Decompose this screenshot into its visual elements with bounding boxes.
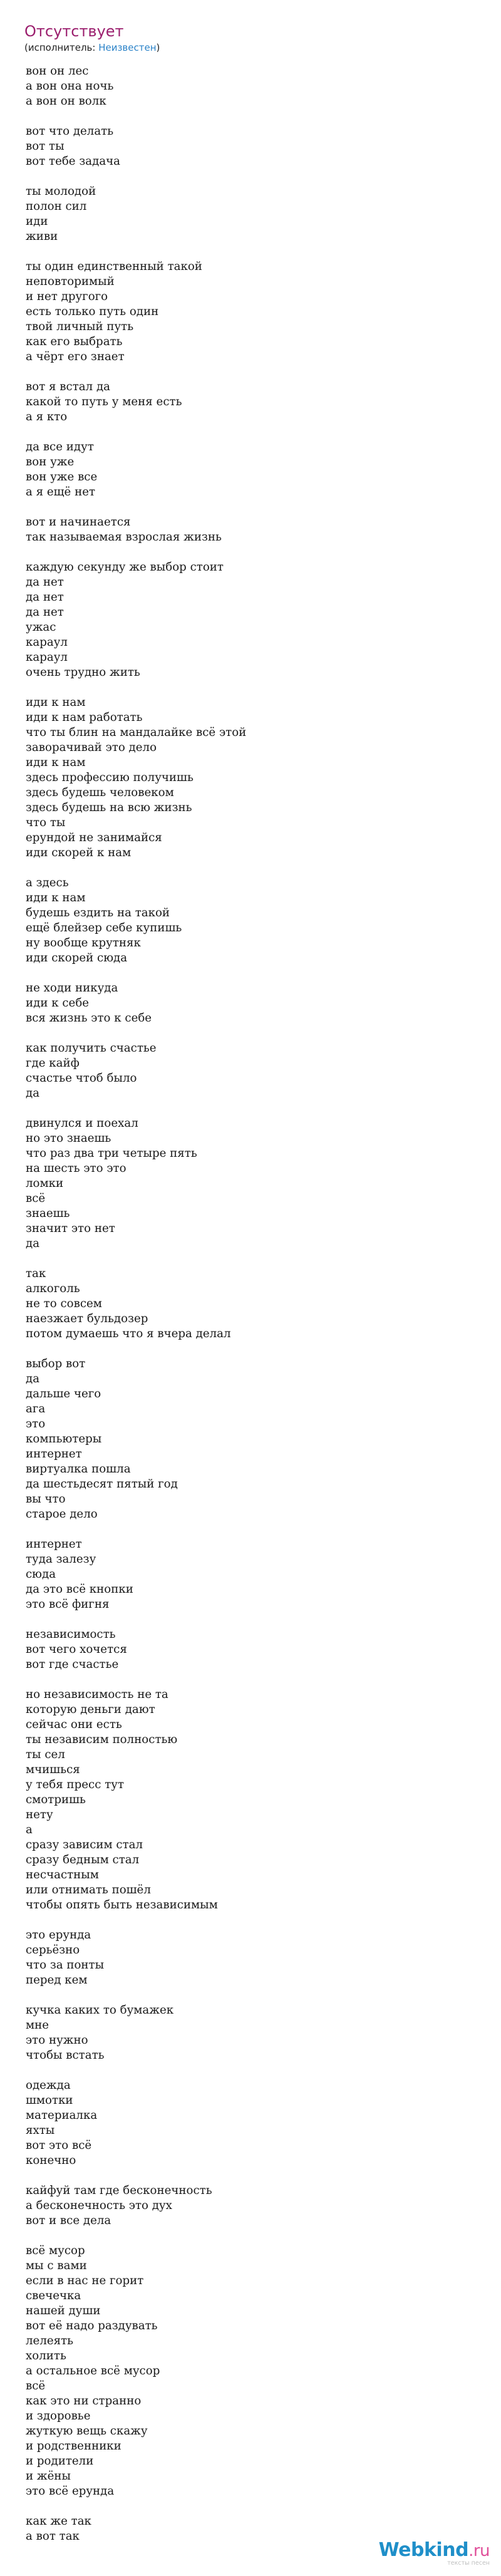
lyric-line: кучка каких то бумажек <box>26 2004 174 2017</box>
lyric-line: так называемая взрослая жизнь <box>26 530 222 544</box>
stanza-break <box>26 169 477 184</box>
lyric-line: ерундой не занимайся <box>26 831 162 844</box>
stanza-break <box>26 2168 477 2183</box>
lyric-line: вот и все дела <box>26 2214 111 2227</box>
lyric-line: что ты блин на мандалайке всё этой <box>26 726 247 739</box>
stanza-break <box>26 500 477 515</box>
lyric-line: здесь профессию получишь <box>26 771 194 784</box>
lyric-line: вон он лес <box>26 65 89 78</box>
lyric-line: вот её надо раздувать <box>26 2319 158 2332</box>
lyric-line: нашей души <box>26 2304 101 2317</box>
stanza-break <box>26 2499 477 2514</box>
lyric-line: очень трудно жить <box>26 666 140 679</box>
logo-brand-name: Webkind <box>378 2539 469 2561</box>
stanza-break <box>26 1612 477 1627</box>
stanza-break <box>26 1101 477 1116</box>
lyric-line: перед кем <box>26 1973 88 1987</box>
lyric-line: как его выбрать <box>26 335 123 348</box>
lyric-line: алкоголь <box>26 1282 80 1295</box>
lyric-line: да нет <box>26 576 64 589</box>
lyric-line: ты один единственный такой <box>26 260 202 273</box>
stanza-break <box>26 2063 477 2078</box>
lyric-line: мчишься <box>26 1763 80 1776</box>
lyric-line: вы что <box>26 1492 66 1506</box>
lyric-line: сейчас они есть <box>26 1718 122 1731</box>
lyric-line: как же так <box>26 2515 91 2528</box>
lyric-line: иди <box>26 215 48 228</box>
lyric-line: вон уже <box>26 455 75 468</box>
lyric-line: заворачивай это дело <box>26 741 157 754</box>
lyric-line: сразу зависим стал <box>26 1838 143 1851</box>
lyric-line: а чёрт его знает <box>26 350 125 363</box>
stanza-break <box>26 680 477 695</box>
lyric-line: у тебя пресс тут <box>26 1778 125 1791</box>
lyric-line: вот это всё <box>26 2139 92 2152</box>
lyric-line: всё <box>26 2379 46 2392</box>
stanza-break <box>26 1672 477 1687</box>
lyric-line: не то совсем <box>26 1297 102 1310</box>
lyric-line: да <box>26 1237 40 1250</box>
lyric-line: это <box>26 1417 46 1430</box>
lyric-line: несчастным <box>26 1868 99 1881</box>
lyric-line: есть только путь один <box>26 305 159 318</box>
song-title: Отсутствует <box>24 23 124 40</box>
lyric-line: или отнимать пошёл <box>26 1883 151 1896</box>
lyric-line: вот тебе задача <box>26 155 121 168</box>
lyric-line: а вон она ночь <box>26 80 114 93</box>
lyric-line: мы с вами <box>26 2259 87 2272</box>
lyric-line: смотришь <box>26 1793 86 1806</box>
lyric-line: да нет <box>26 606 64 619</box>
lyric-line: иди к нам <box>26 696 86 709</box>
lyric-line: как это ни странно <box>26 2394 142 2408</box>
lyric-line: и нет другого <box>26 290 108 303</box>
stanza-break <box>26 1026 477 1041</box>
lyric-line: ещё блейзер себе купишь <box>26 921 182 934</box>
logo-tagline: тексты песен <box>447 2560 490 2567</box>
lyric-line: а <box>26 1823 33 1836</box>
lyric-line: и родители <box>26 2454 94 2468</box>
stanza-break <box>26 109 477 124</box>
lyric-line: караул <box>26 651 68 664</box>
lyric-line: старое дело <box>26 1508 98 1521</box>
lyric-line: вот где счастье <box>26 1658 119 1671</box>
lyric-line: независимость <box>26 1628 116 1641</box>
lyric-line: яхты <box>26 2124 55 2137</box>
lyric-line: которую деньги дают <box>26 1703 155 1716</box>
lyric-line: а вот так <box>26 2530 80 2543</box>
lyric-line: сразу бедным стал <box>26 1853 140 1866</box>
lyric-line: конечно <box>26 2154 76 2167</box>
lyric-line: что ты <box>26 816 66 829</box>
lyric-line: и родственники <box>26 2439 121 2453</box>
stanza-break <box>26 244 477 259</box>
lyric-line: выбор вот <box>26 1357 86 1370</box>
subtitle-suffix: ) <box>156 42 160 53</box>
lyric-line: а я ещё нет <box>26 485 96 499</box>
stanza-break <box>26 425 477 440</box>
lyric-line: потом думаешь что я вчера делал <box>26 1327 231 1340</box>
stanza-break <box>26 545 477 560</box>
lyric-line: караул <box>26 636 68 649</box>
lyric-line: ужас <box>26 621 56 634</box>
lyric-line: это всё ерунда <box>26 2485 115 2498</box>
lyric-line: это нужно <box>26 2034 88 2047</box>
lyric-line: счастье чтоб было <box>26 1072 137 1085</box>
stanza-break <box>26 365 477 380</box>
lyric-line: как получить счастье <box>26 1042 157 1055</box>
lyric-line: это всё фигня <box>26 1598 110 1611</box>
stanza-break <box>26 1342 477 1357</box>
lyric-line: иди скорей сюда <box>26 951 128 965</box>
logo-brand <box>379 2540 490 2561</box>
song-header <box>24 21 488 54</box>
lyric-line: живи <box>26 230 58 243</box>
lyric-line: вот я встал да <box>26 380 110 393</box>
lyric-line: дальше чего <box>26 1387 101 1400</box>
lyric-line: а вон он волк <box>26 95 106 108</box>
lyric-line: но это знаешь <box>26 1132 111 1145</box>
lyric-line: если в нас не горит <box>26 2274 144 2287</box>
lyric-line: всё мусор <box>26 2244 85 2257</box>
lyric-line: лелеять <box>26 2334 74 2347</box>
stanza-break <box>26 2228 477 2243</box>
lyric-line: компьютеры <box>26 1432 102 1446</box>
lyric-line: серьёзно <box>26 1943 80 1957</box>
lyric-line: наезжает бульдозер <box>26 1312 148 1325</box>
lyric-line: неповторимый <box>26 275 115 288</box>
lyric-line: так <box>26 1267 46 1280</box>
lyric-line: иди скорей к нам <box>26 846 132 859</box>
lyric-line: какой то путь у меня есть <box>26 395 182 408</box>
lyric-line: жуткую вещь скажу <box>26 2424 148 2438</box>
lyric-line: нету <box>26 1808 53 1821</box>
lyric-line: виртуалка пошла <box>26 1462 131 1476</box>
lyric-line: сюда <box>26 1568 56 1581</box>
lyric-line: на шесть это это <box>26 1162 127 1175</box>
lyric-line: ты независим полностью <box>26 1733 178 1746</box>
lyric-line: а я кто <box>26 410 68 423</box>
lyric-line: двинулся и поехал <box>26 1117 138 1130</box>
lyric-line: вон уже все <box>26 470 98 484</box>
lyric-line: вот и начинается <box>26 515 131 529</box>
lyric-line: вот чего хочется <box>26 1643 127 1656</box>
stanza-break <box>26 861 477 876</box>
lyric-line: да все идут <box>26 440 94 453</box>
lyric-line: будешь ездить на такой <box>26 906 170 919</box>
lyric-line: да <box>26 1372 40 1385</box>
artist-link[interactable]: Неизвестен <box>98 42 157 53</box>
lyric-line: но независимость не та <box>26 1688 168 1701</box>
lyric-line: ты молодой <box>26 185 96 198</box>
stanza-break <box>26 966 477 981</box>
lyric-line: иди к нам <box>26 891 86 904</box>
logo-brand-tld: .ru <box>468 2542 490 2560</box>
lyric-line: всё <box>26 1192 46 1205</box>
lyric-line: материалка <box>26 2109 98 2122</box>
lyric-line: здесь будешь на всю жизнь <box>26 801 192 814</box>
lyrics-text <box>26 64 477 2544</box>
lyric-line: чтобы опять быть независимым <box>26 1898 218 1911</box>
lyric-line: да <box>26 1087 40 1100</box>
lyric-line: здесь будешь человеком <box>26 786 174 799</box>
lyric-line: твой личный путь <box>26 320 134 333</box>
lyric-line: значит это нет <box>26 1222 115 1235</box>
lyric-line: и здоровье <box>26 2409 91 2423</box>
lyric-line: да это всё кнопки <box>26 1583 133 1596</box>
stanza-break <box>26 1988 477 2003</box>
lyric-line: знаешь <box>26 1207 70 1220</box>
lyric-line: ну вообще крутняк <box>26 936 141 949</box>
lyric-line: каждую секунду же выбор стоит <box>26 561 224 574</box>
lyric-line: да шестьдесят пятый год <box>26 1477 178 1491</box>
stanza-break <box>26 1522 477 1537</box>
lyric-line: туда залезу <box>26 1553 96 1566</box>
lyric-line: да нет <box>26 591 64 604</box>
lyric-line: ломки <box>26 1177 64 1190</box>
lyric-line: вот что делать <box>26 125 114 138</box>
lyric-line: и жёны <box>26 2470 71 2483</box>
lyric-line: шмотки <box>26 2094 73 2107</box>
lyric-line: где кайф <box>26 1057 80 1070</box>
lyric-line: а здесь <box>26 876 69 889</box>
lyric-line: интернет <box>26 1447 82 1461</box>
lyric-line: иди к себе <box>26 996 90 1010</box>
lyric-line: ага <box>26 1402 46 1415</box>
lyric-line: чтобы встать <box>26 2049 105 2062</box>
lyric-line: холить <box>26 2349 66 2362</box>
lyric-line: это ерунда <box>26 1928 91 1942</box>
lyric-line: иди к нам <box>26 756 86 769</box>
lyric-line: мне <box>26 2019 49 2032</box>
lyric-line: что раз два три четыре пять <box>26 1147 197 1160</box>
subtitle-prefix: (исполнитель: <box>24 42 99 53</box>
lyric-line: интернет <box>26 1538 82 1551</box>
stanza-break <box>26 1913 477 1928</box>
lyric-line: иди к нам работать <box>26 711 143 724</box>
lyric-line: вот ты <box>26 140 65 153</box>
lyric-line: а остальное всё мусор <box>26 2364 160 2377</box>
song-subtitle <box>24 41 488 54</box>
lyric-line: не ходи никуда <box>26 981 118 995</box>
lyric-line: ты сел <box>26 1748 65 1761</box>
lyric-line: вся жизнь это к себе <box>26 1011 152 1025</box>
lyric-line: полон сил <box>26 200 87 213</box>
lyric-line: свечечка <box>26 2289 81 2302</box>
lyric-line: а бесконечность это дух <box>26 2199 172 2212</box>
stanza-break <box>26 1251 477 1266</box>
lyric-line: одежда <box>26 2079 71 2092</box>
site-logo[interactable] <box>379 2540 490 2567</box>
lyric-line: что за понты <box>26 1958 105 1972</box>
lyric-line: кайфуй там где бесконечность <box>26 2184 212 2197</box>
